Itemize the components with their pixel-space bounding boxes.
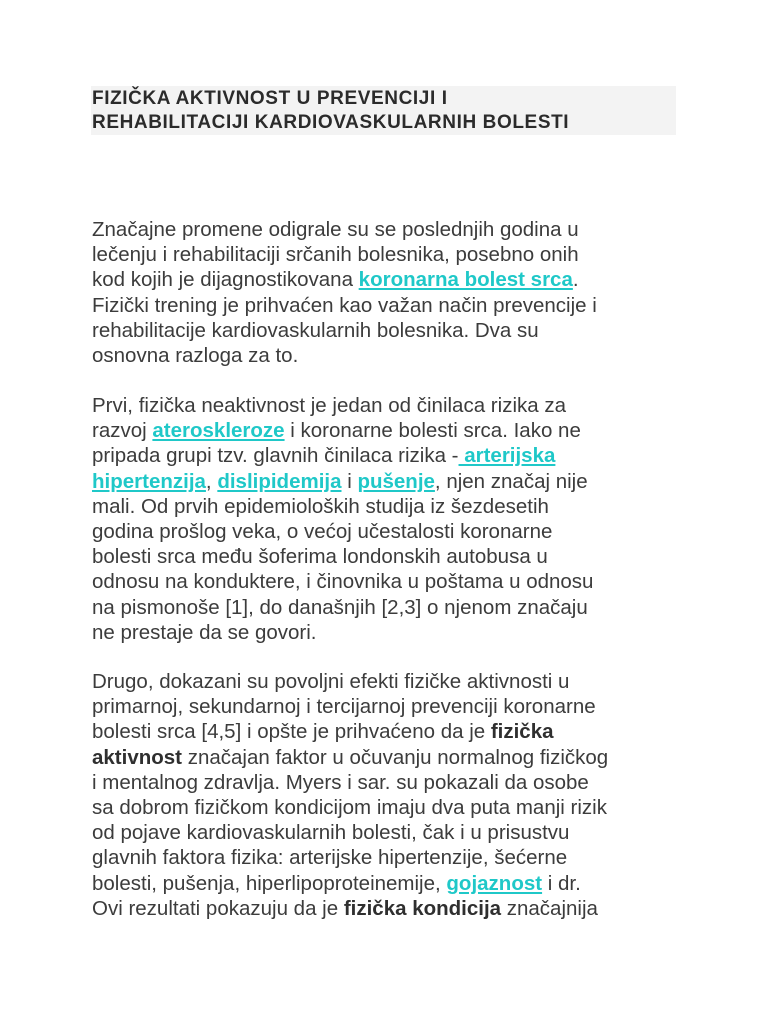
text-span: značajan faktor u očuvanju normalnog fizičkog xyxy=(182,745,609,769)
text-span: bolesti srca [4,5] i opšte je prihvaćeno da je xyxy=(92,720,491,744)
text-line: Prvi, fizička neaktivnost je jedan od činilaca rizika za xyxy=(92,394,566,417)
text-line xyxy=(92,719,692,744)
text-line: i mentalnog zdravlja. Myers i sar. su pokazali da osobe xyxy=(92,770,589,794)
text-span: bolesti, pušenja, hiperlipoproteinemije, xyxy=(92,871,447,895)
text-line xyxy=(92,896,692,921)
title-line: REHABILITACIJI KARDIOVASKULARNIH BOLESTI xyxy=(92,112,570,133)
text-line xyxy=(92,418,692,443)
text-span: . xyxy=(572,268,579,292)
text-line: osnovna razloga za to. xyxy=(92,343,299,367)
text-line xyxy=(92,267,692,292)
text-line: lečenju i rehabilitaciji srčanih bolesnika, posebno onih xyxy=(92,243,579,267)
text-line: Drugo, dokazani su povoljni efekti fizičke aktivnosti u xyxy=(92,670,570,693)
text-line xyxy=(92,443,692,468)
text-span: pripada grupi tzv. glavnih činilaca rizika - xyxy=(92,444,459,468)
text-line: glavnih faktora fizika: arterijske hipertenzije, šećerne xyxy=(92,846,568,870)
link-pusenje[interactable]: pušenje xyxy=(357,469,435,493)
bold-term: fizička kondicija xyxy=(343,896,502,920)
paragraph-second-reason xyxy=(92,669,692,921)
text-line: bolesti srca među šoferima londonskih autobusa u xyxy=(92,545,548,569)
text-span: , xyxy=(205,469,218,493)
link-arterijska-hipertenzija[interactable]: arterijska xyxy=(458,444,556,468)
text-span: i koronarne bolesti srca. Iako ne xyxy=(284,419,581,443)
paragraph-first-reason xyxy=(92,393,692,645)
text-line: na pismonoše [1], do današnjih [2,3] o njenom značaju xyxy=(92,595,588,619)
text-line: ne prestaje da se govori. xyxy=(92,620,317,644)
text-line xyxy=(92,745,692,770)
link-dislipidemija[interactable]: dislipidemija xyxy=(217,469,342,493)
link-koronarna-bolest-srca[interactable]: koronarna bolest srca xyxy=(358,268,573,292)
bold-term: fizička xyxy=(490,720,554,744)
text-line: primarnoj, sekundarnoj i tercijarnoj prevenciji koronarne xyxy=(92,695,596,719)
text-span: Ovi rezultati pokazuju da je xyxy=(92,896,344,920)
text-line: od pojave kardiovaskularnih bolesti, čak i u prisustvu xyxy=(92,821,570,845)
text-span: kod kojih je dijagnostikovana xyxy=(92,268,359,292)
text-line xyxy=(92,871,692,896)
text-span: i xyxy=(341,469,358,493)
text-line: godina prošlog veka, o većoj učestalosti koronarne xyxy=(92,519,553,543)
title-line: FIZIČKA AKTIVNOST U PREVENCIJI I xyxy=(92,88,448,109)
bold-term: aktivnost xyxy=(92,745,182,769)
paragraph-intro xyxy=(92,217,692,368)
text-line: mali. Od prvih epidemioloških studija iz šezdesetih xyxy=(92,494,549,518)
document-title xyxy=(92,87,682,135)
link-arterijska-hipertenzija[interactable]: hipertenzija xyxy=(92,469,206,493)
text-line: Značajne promene odigrale su se poslednjih godina u xyxy=(92,218,579,241)
text-line: rehabilitacije kardiovaskularnih bolesnika. Dva su xyxy=(92,318,539,342)
link-ateroskleroze[interactable]: ateroskleroze xyxy=(152,419,285,443)
text-line xyxy=(92,469,692,494)
text-span: i dr. xyxy=(542,871,581,895)
link-gojaznost[interactable]: gojaznost xyxy=(446,871,543,895)
text-line: sa dobrom fizičkom kondicijom imaju dva puta manji rizik xyxy=(92,795,607,819)
text-span: , njen značaj nije xyxy=(434,469,588,493)
text-span: razvoj xyxy=(92,419,153,443)
text-line: Fizički trening je prihvaćen kao važan način prevencije i xyxy=(92,293,597,317)
text-line: odnosu na konduktere, i činovnika u poštama u odnosu xyxy=(92,570,594,594)
text-span: značajnija xyxy=(501,896,598,920)
